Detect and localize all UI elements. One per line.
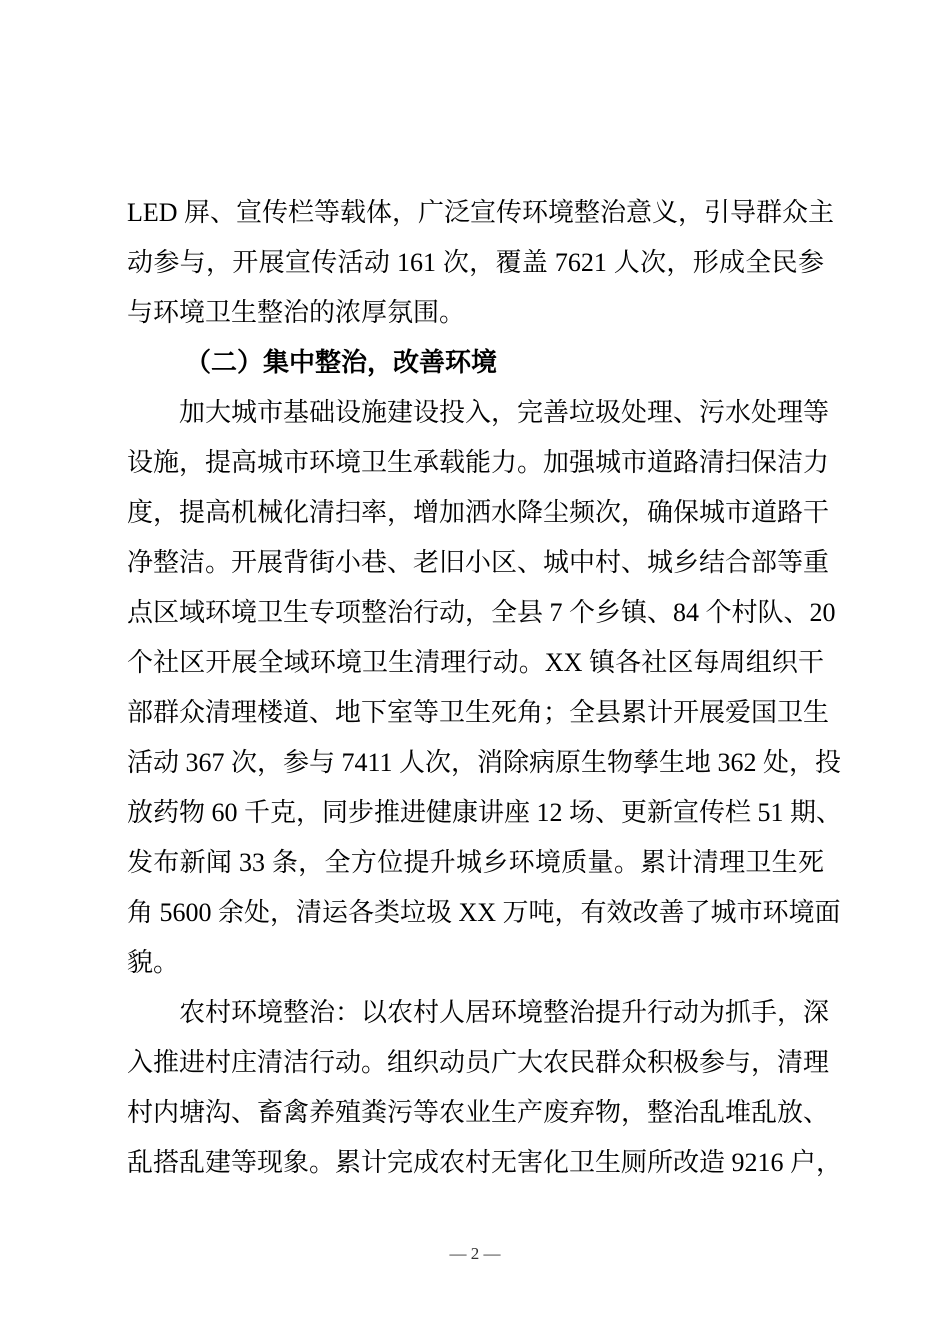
text-line: 个社区开展全域环境卫生清理行动。XX 镇各社区每周组织干 xyxy=(127,648,824,677)
text-line: 入推进村庄清洁行动。组织动员广大农民群众积极参与，清理 xyxy=(127,1048,830,1077)
text-line: 动参与，开展宣传活动 161 次，覆盖 7621 人次，形成全民参 xyxy=(127,248,824,277)
text-line: LED 屏、宣传栏等载体，广泛宣传环境整治意义，引导群众主 xyxy=(127,198,835,227)
text-line: 净整洁。开展背街小巷、老旧小区、城中村、城乡结合部等重 xyxy=(127,548,830,577)
text-line: 度，提高机械化清扫率，增加洒水降尘频次，确保城市道路干 xyxy=(127,498,830,527)
text-line: 乱搭乱建等现象。累计完成农村无害化卫生厕所改造 9216 户， xyxy=(127,1148,843,1177)
text-line: 活动 367 次，参与 7411 人次，消除病原生物孳生地 362 处，投 xyxy=(127,748,842,777)
section-heading: （二）集中整治，改善环境 xyxy=(185,348,498,377)
page-number: — 2 — xyxy=(449,1244,501,1263)
text-line: 放药物 60 千克，同步推进健康讲座 12 场、更新宣传栏 51 期、 xyxy=(127,798,843,827)
document-body xyxy=(127,188,843,1188)
text-line: 发布新闻 33 条，全方位提升城乡环境质量。累计清理卫生死 xyxy=(127,848,824,877)
text-line: 貌。 xyxy=(127,948,180,977)
text-line: 点区域环境卫生专项整治行动，全县 7 个乡镇、84 个村队、20 xyxy=(127,598,836,627)
text-line: 加大城市基础设施建设投入，完善垃圾处理、污水处理等 xyxy=(179,398,830,427)
text-line: 农村环境整治：以农村人居环境整治提升行动为抓手，深 xyxy=(179,998,830,1027)
text-line: 部群众清理楼道、地下室等卫生死角；全县累计开展爱国卫生 xyxy=(127,698,830,727)
text-line: 角 5600 余处，清运各类垃圾 XX 万吨，有效改善了城市环境面 xyxy=(127,898,841,927)
text-line: 设施，提高城市环境卫生承载能力。加强城市道路清扫保洁力 xyxy=(127,448,830,477)
text-line: 村内塘沟、畜禽养殖粪污等农业生产废弃物，整治乱堆乱放、 xyxy=(127,1098,830,1127)
text-line: 与环境卫生整治的浓厚氛围。 xyxy=(127,298,466,327)
